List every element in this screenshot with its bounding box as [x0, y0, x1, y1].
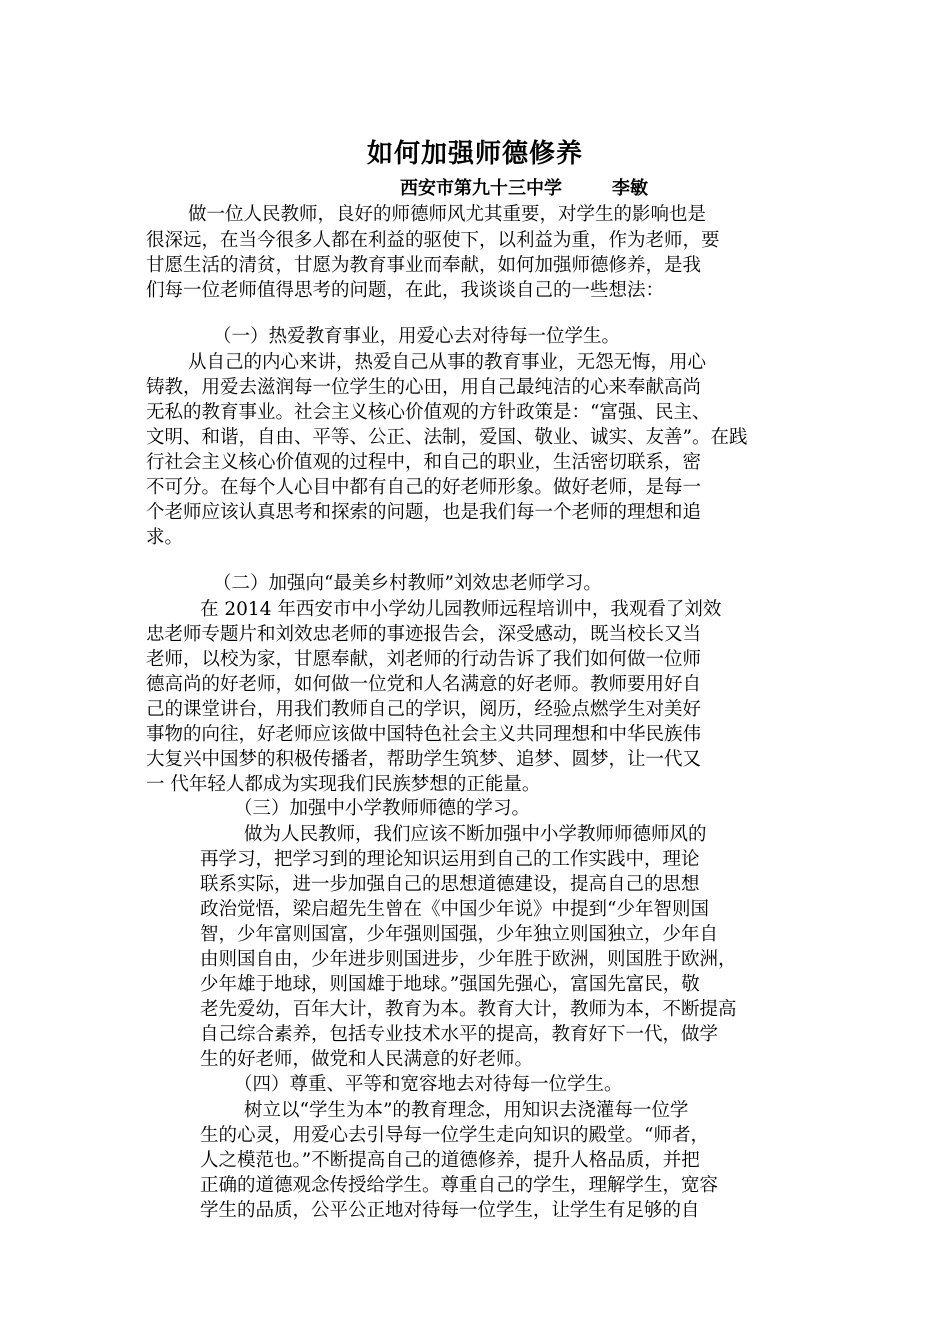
author-name: 李敏 [612, 178, 648, 199]
paragraph-line: 文明、和谐，自由、平等、公正、法制，爱国、敬业、诚实、友善”。在践 [146, 427, 748, 448]
section-heading: （四）尊重、平等和宽容地去对待每一位学生。 [234, 1074, 623, 1095]
paragraph-line: 求。 [146, 527, 184, 548]
paragraph-line: 德高尚的好老师，如何做一位党和人名满意的好老师。教师要用好自 [146, 674, 702, 695]
paragraph-line: 做一位人民教师，良好的师德师风尤其重要，对学生的影响也是 [188, 204, 707, 225]
paragraph-line: 己的课堂讲台，用我们教师自己的学识，阅历，经验点燃学生对美好 [146, 699, 702, 720]
byline [400, 174, 648, 200]
document-title: 如何加强师德修养 [366, 139, 583, 169]
paragraph-line: 少年雄于地球，则国雄于地球。”强国先强心，富国先富民，敬 [200, 974, 700, 995]
paragraph-line: 不可分。在每个人心目中都有自己的好老师形象。做好老师，是每一 [146, 477, 702, 498]
section-heading: （一）热爱教育事业，用爱心去对待每一位学生。 [213, 326, 621, 347]
paragraph-line: 铸教，用爱去滋润每一位学生的心田，用自己最纯洁的心来奉献高尚 [146, 377, 702, 398]
paragraph-line: 人之模范也。”不断提高自己的道德修养，提升人格品质，并把 [200, 1150, 700, 1171]
paragraph-line: 甘愿生活的清贫，甘愿为教育事业而奉献，如何加强师德修养，是我 [146, 255, 702, 276]
school-name: 西安市第九十三中学 [400, 178, 562, 199]
paragraph-line: 生的心灵，用爱心去引导每一位学生走向知识的殿堂。“师者， [200, 1125, 709, 1146]
paragraph-line: 从自己的内心来讲，热爱自己从事的教育事业，无怨无悔，用心 [188, 352, 707, 373]
paragraph-line: 政治觉悟，梁启超先生曾在《中国少年说》中提到“少年智则国 [200, 899, 709, 920]
paragraph-line: 一 代年轻人都成为实现我们民族梦想的正能量。 [146, 774, 541, 795]
paragraph-line: 老先爱幼，百年大计，教育为本。教育大计，教师为本，不断提高 [200, 999, 737, 1020]
paragraph-line: 生的好老师，做党和人民满意的好老师。 [200, 1049, 534, 1070]
paragraph-line: 很深远，在当今很多人都在利益的驱使下，以利益为重，作为老师，要 [146, 230, 720, 251]
paragraph-line: 们每一位老师值得思考的问题，在此，我谈谈自己的一些想法： [146, 280, 665, 301]
paragraph-line: 忠老师专题片和刘效忠老师的事迹报告会，深受感动，既当校长又当 [146, 624, 702, 645]
paragraph-line: 正确的道德观念传授给学生。尊重自己的学生，理解学生，宽容 [200, 1175, 719, 1196]
paragraph-line: 大复兴中国梦的积极传播者，帮助学生筑梦、追梦、圆梦，让一代又 [146, 749, 702, 770]
paragraph-line: 树立以“学生为本”的教育理念，用知识去浇灌每一位学 [244, 1100, 689, 1121]
paragraph-line: 做为人民教师，我们应该不断加强中小学教师师德师风的 [244, 824, 707, 845]
paragraph-line: 无私的教育事业。社会主义核心价值观的方针政策是：“富强、民主、 [146, 402, 711, 423]
paragraph-line: 个老师应该认真思考和探索的问题，也是我们每一个老师的理想和追 [146, 502, 702, 523]
paragraph-line: 自己综合素养，包括专业技术水平的提高，教育好下一代，做学 [200, 1024, 719, 1045]
paragraph-line: 智，少年富则国富，少年强则国强，少年独立则国独立，少年自 [200, 924, 719, 945]
paragraph-line: 事物的向往，好老师应该做中国特色社会主义共同理想和中华民族伟 [146, 724, 702, 745]
section-heading: （三）加强中小学教师师德的学习。 [234, 798, 531, 819]
paragraph-line: 联系实际，进一步加强自己的思想道德建设，提高自己的思想 [200, 874, 700, 895]
paragraph-line: 行社会主义核心价值观的过程中，和自己的职业，生活密切联系，密 [146, 452, 702, 473]
paragraph-line: 再学习，把学习到的理论知识运用到自己的工作实践中，理论 [200, 849, 700, 870]
section-heading: （二）加强向“最美乡村教师”刘效忠老师学习。 [213, 573, 602, 594]
paragraph-line: 老师，以校为家，甘愿奉献，刘老师的行动告诉了我们如何做一位师 [146, 649, 702, 670]
paragraph-line: 由则国自由，少年进步则国进步，少年胜于欧洲，则国胜于欧洲， [200, 949, 737, 970]
paragraph-line: 学生的品质，公平公正地对待每一位学生，让学生有足够的自 [200, 1200, 700, 1221]
paragraph-line: 在 2014 年西安市中小学幼儿园教师远程培训中，我观看了刘效 [200, 599, 722, 620]
